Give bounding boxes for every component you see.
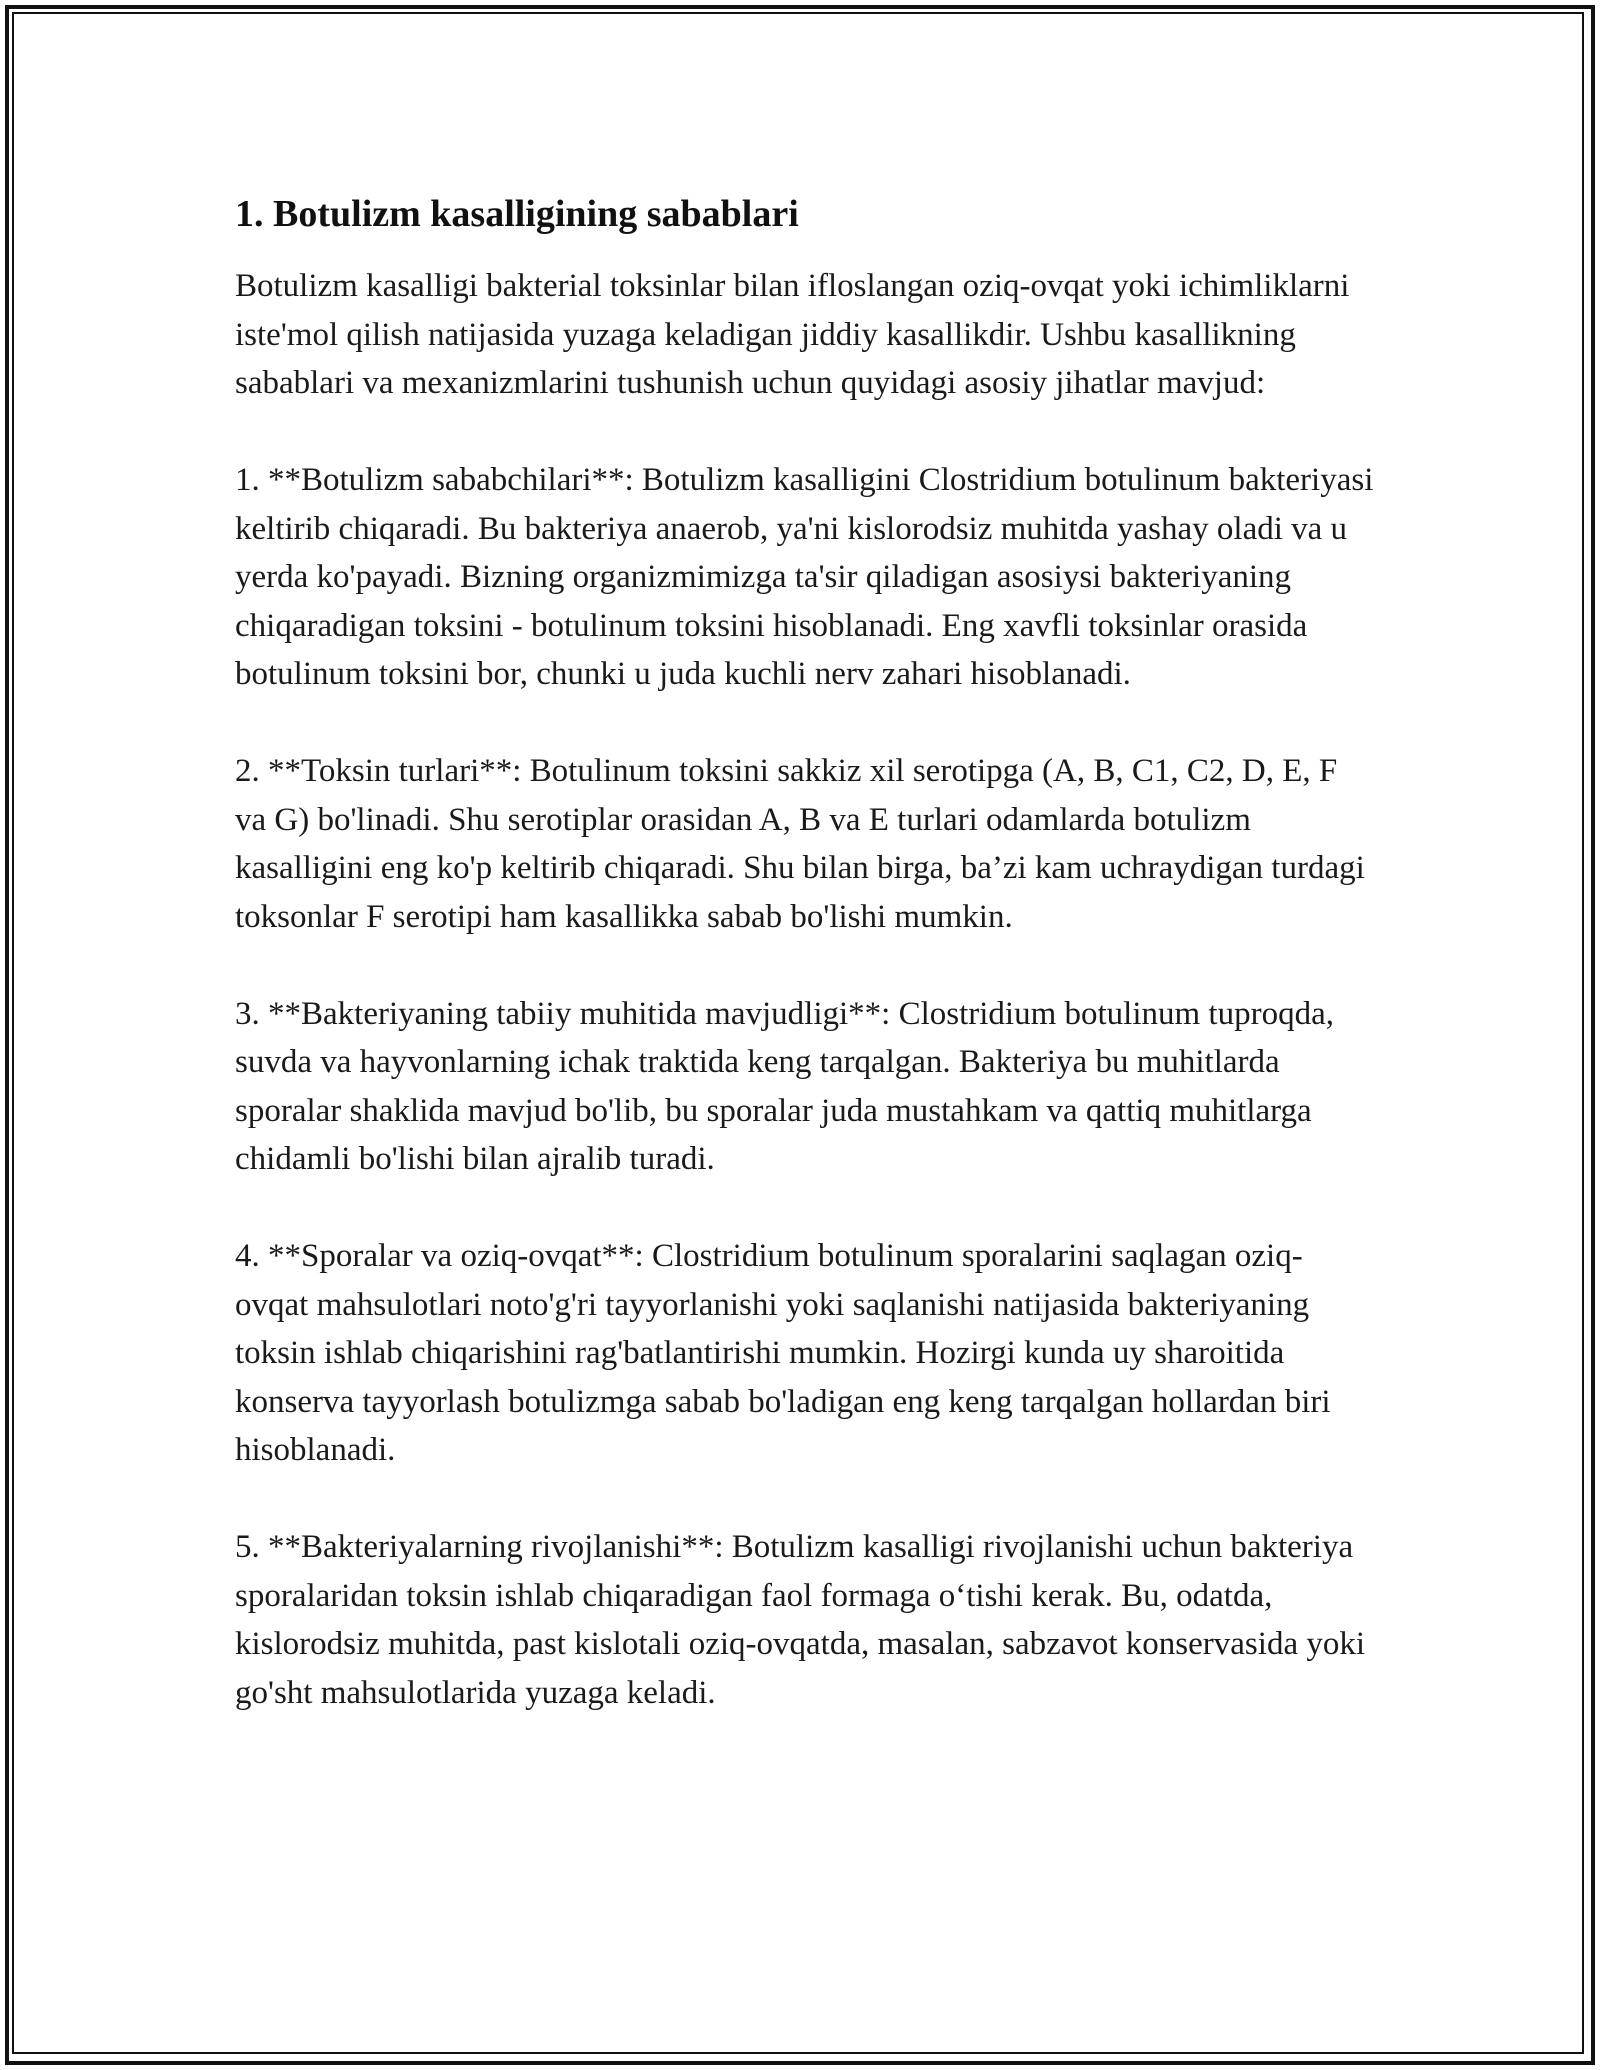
intro-paragraph: Botulizm kasalligi bakterial toksinlar bilan ifloslangan oziq-ovqat yoki ichimliklarni iste'mol qilish natijasida yuzaga keladigan jiddiy kasallikdir. Ushbu kasallikning sabablari va mexanizmlarini tushunish uchun quyidagi asosiy jihatlar mavjud: xyxy=(235,268,1350,401)
point-botulizm-sababchilari: 1. **Botulizm sababchilari**: Botulizm kasalligini Clostridium botulinum bakteriyasi keltirib chiqaradi. Bu bakteriya anaerob, ya'ni kislorodsiz muhitda yashay oladi va u yerda ko'payadi. Bizning organizmimizga ta'sir qiladigan asosiysi bakteriyaning chiqaradigan toksini - botulinum toksini hisoblanadi. Eng xavfli toksinlar orasida botulinum toksini bor, chunki u juda kuchli nerv zahari hisoblanadi. xyxy=(235,462,1374,692)
document-title: 1. Botulizm kasalligining sabablari xyxy=(235,193,799,235)
document-body xyxy=(235,186,1375,1766)
point-toksin-turlari: 2. **Toksin turlari**: Botulinum toksini sakkiz xil serotipga (A, B, C1, C2, D, E, F va G) bo'linadi. Shu serotiplar orasidan A, B va E turlari odamlarda botulizm kasalligini eng ko'p keltirib chiqaradi. Shu bilan birga, ba’zi kam uchraydigan turdagi toksonlar F serotipi ham kasallikka sabab bo'lishi mumkin. xyxy=(235,753,1365,935)
point-tabiiy-muhit: 3. **Bakteriyaning tabiiy muhitida mavjudligi**: Clostridium botulinum tuproqda, suvda va hayvonlarning ichak traktida keng tarqalgan. Bakteriya bu muhitlarda sporalar shaklida mavjud bo'lib, bu sporalar juda mustahkam va qattiq muhitlarga chidamli bo'lishi bilan ajralib turadi. xyxy=(235,995,1334,1177)
point-bakteriyalar-rivojlanishi: 5. **Bakteriyalarning rivojlanishi**: Botulizm kasalligi rivojlanishi uchun bakteriya sporalaridan toksin ishlab chiqaradigan faol formaga o‘tishi kerak. Bu, odatda, kislorodsiz muhitda, past kislotali oziq-ovqatda, masalan, sabzavot konservasida yoki go'sht mahsulotlarida yuzaga keladi. xyxy=(235,1529,1366,1711)
point-sporalar-oziq-ovqat: 4. **Sporalar va oziq-ovqat**: Clostridium botulinum sporalarini saqlagan oziq-ovqat mahsulotlari noto'g'ri tayyorlanishi yoki saqlanishi natijasida bakteriyaning toksin ishlab chiqarishini rag'batlantirishi mumkin. Hozirgi kunda uy sharoitida konserva tayyorlash botulizmga sabab bo'ladigan eng keng tarqalgan hollardan biri hisoblanadi. xyxy=(235,1238,1331,1468)
